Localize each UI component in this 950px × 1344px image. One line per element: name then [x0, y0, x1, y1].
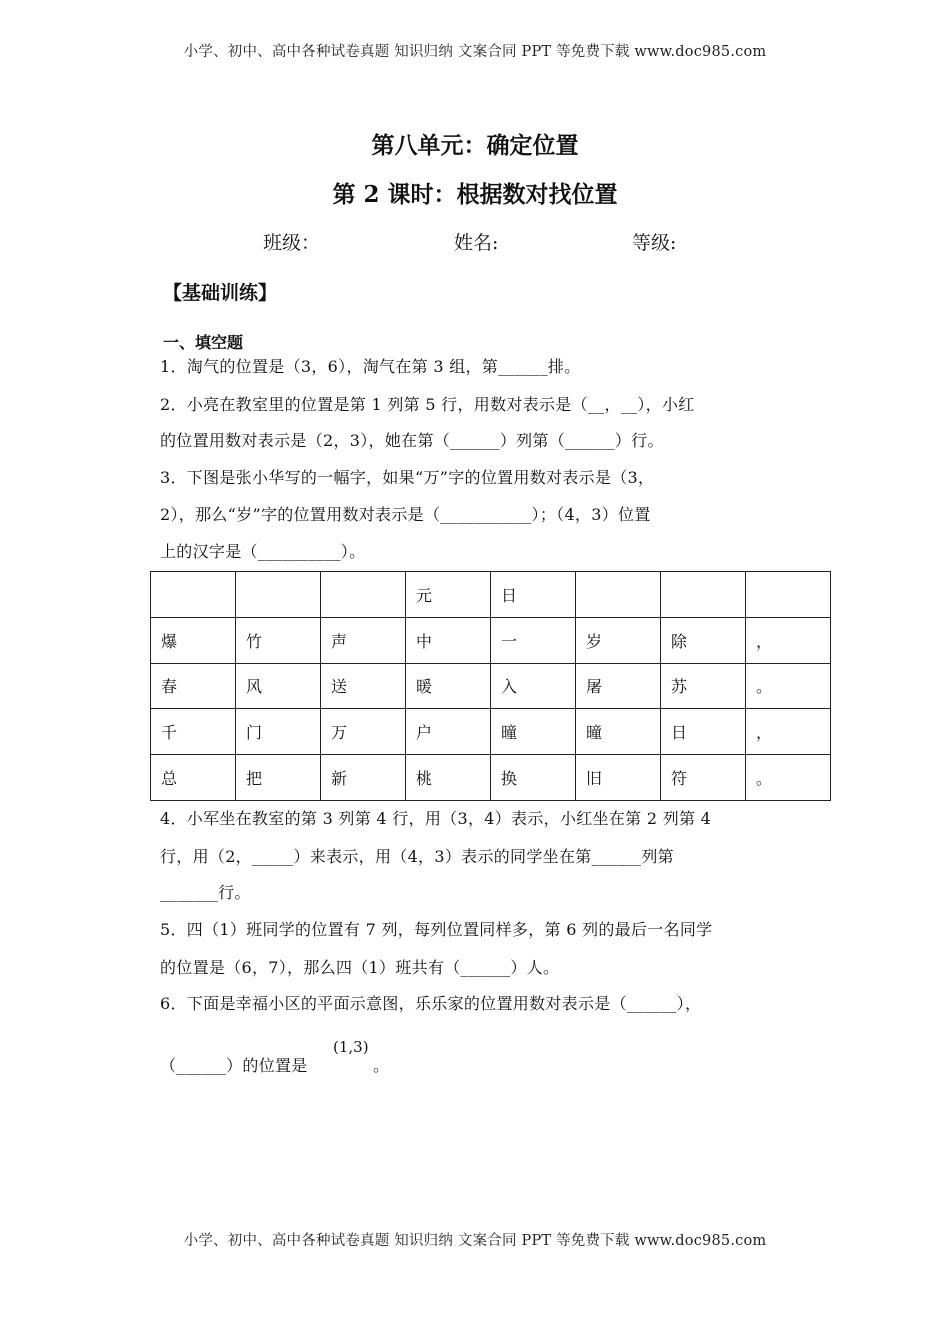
question-4-line-1: 4．小军坐在教室的第 3 列第 4 行，用（3，4）表示，小红坐在第 2 列第 4: [160, 809, 712, 828]
table-cell: 。: [746, 755, 831, 801]
page-header: 小学、初中、高中各种试卷真题 知识归纳 文案合同 PPT 等免费下载 www.doc985.com: [183, 44, 767, 60]
subsection-heading: 一、填空题: [163, 333, 244, 352]
table-cell: [661, 572, 746, 618]
table-cell: 户: [406, 709, 491, 755]
table-row: [151, 755, 831, 801]
table-cell: 千: [151, 709, 236, 755]
question-3-line-1: 3．下图是张小华写的一幅字，如果“万”字的位置用数对表示是（3，: [160, 468, 655, 487]
table-cell: 苏: [661, 663, 746, 709]
table-cell: 声: [321, 617, 406, 663]
table-cell: 暖: [406, 663, 491, 709]
table-cell: 。: [746, 663, 831, 709]
table-cell: 除: [661, 617, 746, 663]
question-6-line-1: 6．下面是幸福小区的平面示意图，乐乐家的位置用数对表示是（______），: [160, 994, 702, 1013]
question-2-line-1: 2．小亮在教室里的位置是第 1 列第 5 行，用数对表示是（__，__），小红: [160, 395, 695, 414]
table-cell: 日: [661, 709, 746, 755]
question-6-period: 。: [373, 1056, 390, 1075]
table-cell: ，: [746, 617, 831, 663]
table-cell: 桃: [406, 755, 491, 801]
table-cell: 总: [151, 755, 236, 801]
question-3-line-3: 上的汉字是（__________）。: [160, 542, 366, 561]
table-cell: 屠: [576, 663, 661, 709]
question-5-line-1: 5．四（1）班同学的位置有 7 列，每列位置同样多，第 6 列的最后一名同学: [160, 920, 713, 939]
table-cell: [151, 572, 236, 618]
poem-grid-table: [150, 571, 831, 801]
table-cell: 符: [661, 755, 746, 801]
table-cell: 竹: [236, 617, 321, 663]
question-5-line-2: 的位置是（6，7），那么四（1）班共有（______）人。: [160, 958, 560, 977]
question-1: 1．淘气的位置是（3，6），淘气在第 3 组，第______排。: [160, 357, 581, 376]
table-cell: 日: [491, 572, 576, 618]
coordinate-pair: (1,3): [333, 1038, 369, 1056]
question-4-line-3: _______行。: [160, 883, 251, 902]
table-cell: ，: [746, 709, 831, 755]
table-row: [151, 572, 831, 618]
table-cell: 换: [491, 755, 576, 801]
table-cell: 风: [236, 663, 321, 709]
table-cell: 入: [491, 663, 576, 709]
table-cell: [746, 572, 831, 618]
table-cell: 旧: [576, 755, 661, 801]
grade-label: 等级:: [632, 232, 677, 254]
table-cell: 岁: [576, 617, 661, 663]
lesson-title: 第 2 课时：根据数对找位置: [332, 181, 618, 208]
table-cell: [576, 572, 661, 618]
question-2-line-2: 的位置用数对表示是（2，3），她在第（______）列第（______）行。: [160, 431, 664, 450]
table-row: [151, 617, 831, 663]
question-3-line-2: 2），那么“岁”字的位置用数对表示是（___________）；（4，3）位置: [160, 505, 651, 524]
name-label: 姓名:: [454, 232, 499, 254]
unit-title: 第八单元：确定位置: [371, 132, 579, 159]
table-cell: 万: [321, 709, 406, 755]
section-heading: 【基础训练】: [163, 282, 278, 304]
table-cell: 曈: [491, 709, 576, 755]
table-cell: 新: [321, 755, 406, 801]
table-cell: 曈: [576, 709, 661, 755]
table-row: [151, 709, 831, 755]
table-cell: 送: [321, 663, 406, 709]
table-cell: 爆: [151, 617, 236, 663]
question-4-line-2: 行，用（2，_____）来表示，用（4，3）表示的同学坐在第______列第: [160, 847, 674, 866]
table-cell: 春: [151, 663, 236, 709]
table-cell: 元: [406, 572, 491, 618]
table-cell: 门: [236, 709, 321, 755]
table-cell: [321, 572, 406, 618]
page-footer: 小学、初中、高中各种试卷真题 知识归纳 文案合同 PPT 等免费下载 www.doc985.com: [183, 1233, 767, 1249]
table-cell: [236, 572, 321, 618]
table-cell: 中: [406, 617, 491, 663]
table-cell: 一: [491, 617, 576, 663]
table-cell: 把: [236, 755, 321, 801]
class-label: 班级：: [263, 232, 321, 254]
question-6-line-2: （______）的位置是: [160, 1056, 308, 1075]
table-row: [151, 663, 831, 709]
